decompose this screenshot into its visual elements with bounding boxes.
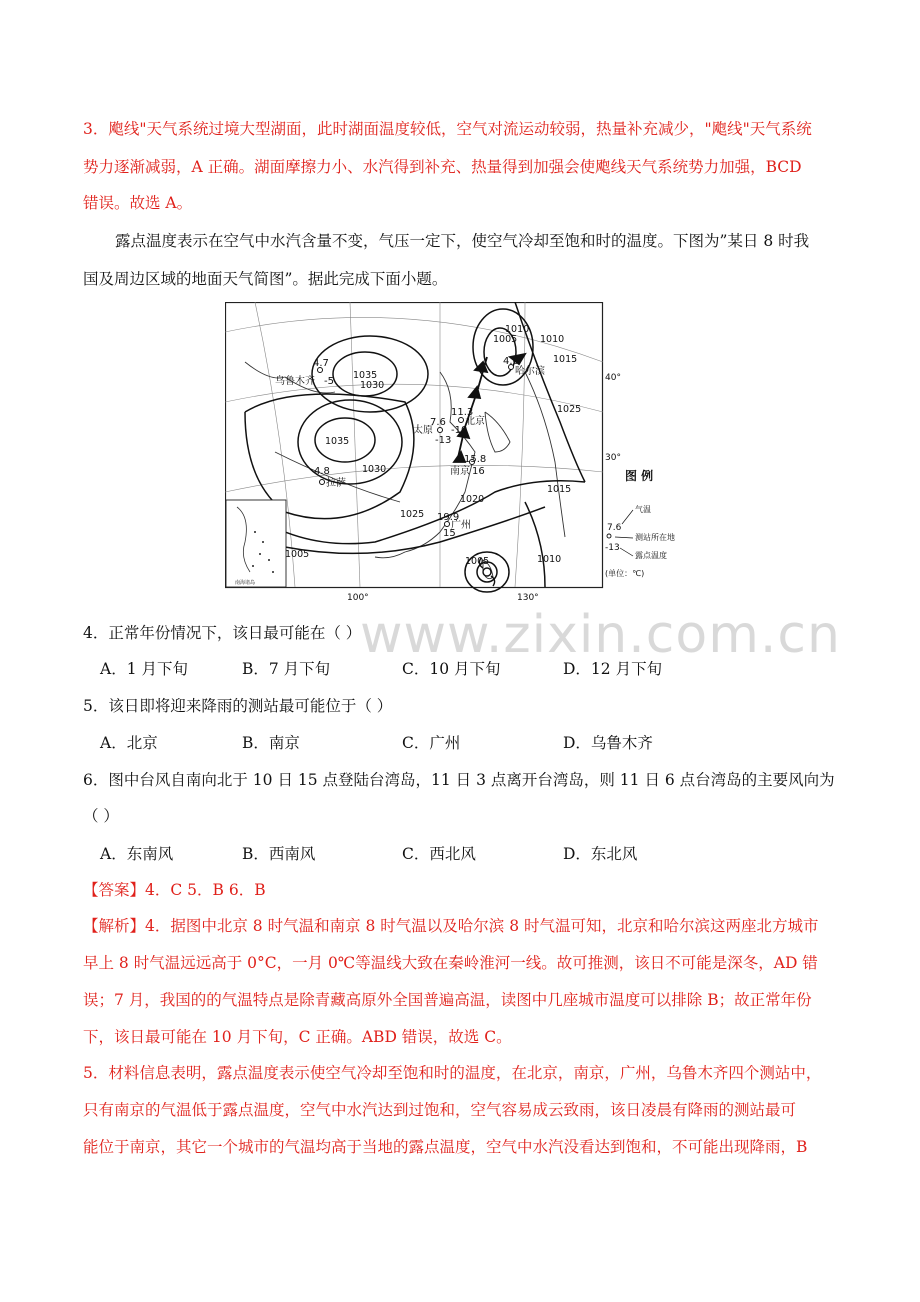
harbin-label: 哈尔滨 xyxy=(515,366,545,377)
isobar-1015: 1015 xyxy=(547,484,572,495)
q5-option-a: A．北京 xyxy=(100,734,158,752)
intro-line-1: 露点温度表示在空气中水汽含量不变，气压一定下，使空气冷却至饱和时的温度。下图为”某日 8 时我 xyxy=(115,232,810,250)
question-6-stem: 6．图中台风自南向北于 10 日 15 点登陆台湾岛，11 日 3 点离开台湾岛，则 11 日 6 点台湾岛的主要风向为 xyxy=(83,771,835,789)
question-4-stem: 4．正常年份情况下，该日最可能在（ ） xyxy=(83,624,362,642)
analysis-line-6: 只有南京的气温低于露点温度，空气中水汽达到过饱和，空气容易成云致雨，该日凌晨有降雨的测站最可 xyxy=(83,1101,797,1119)
beijing-dew: -10 xyxy=(451,425,468,436)
analysis-line-1: 【解析】4．据图中北京 8 时气温和南京 8 时气温以及哈尔滨 8 时气温可知，北京和哈尔滨这两座北方城市 xyxy=(83,917,819,935)
q4-option-a: A．1 月下旬 xyxy=(100,660,188,678)
legend-station-marker xyxy=(607,534,611,538)
analysis-line-7: 能位于南京，其它一个城市的气温均高于当地的露点温度，空气中水汽没看达到饱和，不可能出现降雨，B xyxy=(83,1138,808,1156)
lhasa-temp: 4.8 xyxy=(314,466,330,477)
explanation-3-line-1: 3．飑线"天气系统过境大型湖面，此时湖面温度较低，空气对流运动较弱，热量补充减少，"飑线"天气系统 xyxy=(83,120,812,138)
longitude-130-label: 130° xyxy=(517,593,539,603)
guangzhou-temp: 19.9 xyxy=(437,512,460,523)
urumqi-temp: 4.7 xyxy=(313,358,329,369)
isobar-1010-southeast: 1010 xyxy=(537,554,562,565)
q6-option-c: C．西北风 xyxy=(402,845,476,863)
analysis-line-5: 5．材料信息表明，露点温度表示使空气冷却至饱和时的温度，在北京，南京，广州，乌鲁木齐四个测站中， xyxy=(83,1064,822,1082)
nanjing-label: 南京 xyxy=(450,466,470,477)
legend-title: 图 例 xyxy=(625,469,654,483)
isobar-1005-west: 1005 xyxy=(285,549,310,560)
analysis-line-2: 早上 8 时气温远远高于 0°C，一月 0℃等温线大致在秦岭淮河一线。故可推测，该日不可能是深冬，AD 错 xyxy=(83,954,818,972)
latitude-40-label: 40° xyxy=(605,373,621,383)
legend-temp-value: 7.6 xyxy=(607,523,622,533)
south-china-sea-inset xyxy=(226,500,286,587)
beijing-label: 北京 xyxy=(465,416,485,427)
legend-dew-label: 露点温度 xyxy=(635,551,667,560)
urumqi-label: 乌鲁木齐 xyxy=(275,376,315,387)
taiyuan-temp: 7.6 xyxy=(430,417,446,428)
urumqi-dew: -5 xyxy=(324,376,334,387)
analysis-line-3: 误；7 月，我国的的气温特点是除青藏高原外全国普遍高温，读图中几座城市温度可以排除 B；故正常年份 xyxy=(83,991,812,1009)
taiyuan-dew: -13 xyxy=(435,435,452,446)
harbin-temp: 4.6 xyxy=(503,356,519,367)
isobar-1020: 1020 xyxy=(460,494,485,505)
nanjing-temp: 15.8 xyxy=(464,454,487,465)
q6-option-b: B．西南风 xyxy=(242,845,316,863)
isobar-1035-south: 1035 xyxy=(325,436,350,447)
q4-option-d: D．12 月下旬 xyxy=(563,660,663,678)
latitude-30-label: 30° xyxy=(605,453,621,463)
longitude-100-label: 100° xyxy=(347,593,369,603)
isobar-1005-typhoon: 1005 xyxy=(465,556,490,567)
legend-dew-value: -13 xyxy=(605,543,620,553)
beijing-temp: 11.3 xyxy=(451,407,474,418)
legend-unit: (单位：℃) xyxy=(605,569,645,578)
q6-option-a: A．东南风 xyxy=(100,845,174,863)
answer-line: 【答案】4．C 5．B 6．B xyxy=(83,881,266,899)
map-legend xyxy=(605,468,675,578)
isobar-1035-north: 1035 xyxy=(353,370,378,381)
isobar-1010: 1010 xyxy=(505,324,530,335)
watermark: www.zixin.com.cn xyxy=(360,605,841,665)
q5-option-b: B．南京 xyxy=(242,734,300,752)
analysis-line-4: 下，该日最可能在 10 月下旬，C 正确。ABD 错误，故选 C。 xyxy=(83,1028,512,1046)
isobar-1015-east: 1015 xyxy=(553,354,578,365)
isobar-1030-south: 1030 xyxy=(362,464,387,475)
q5-option-d: D．乌鲁木齐 xyxy=(563,734,653,752)
question-6-stem-continued: （ ） xyxy=(83,807,119,825)
isobar-1005: 1005 xyxy=(493,334,518,345)
weather-map xyxy=(225,302,703,604)
isobar-1025-east: 1025 xyxy=(557,404,582,415)
explanation-3-line-3: 错误。故选 A。 xyxy=(83,194,193,212)
nanjing-dew: 16 xyxy=(472,466,485,477)
isobar-1025: 1025 xyxy=(400,509,425,520)
guangzhou-label: 广州 xyxy=(451,520,471,531)
intro-line-2: 国及周边区域的地面天气简图”。据此完成下面小题。 xyxy=(83,270,448,288)
legend-station-label: 测站所在地 xyxy=(635,533,675,542)
q6-option-d: D．东北风 xyxy=(563,845,638,863)
taiyuan-label: 太原 xyxy=(413,425,433,436)
lhasa-label: 拉萨 xyxy=(326,478,346,489)
q4-option-c: C．10 月下旬 xyxy=(402,660,501,678)
explanation-3-line-2: 势力逐渐减弱，A 正确。湖面摩擦力小、水汽得到补充、热量得到加强会使飑线天气系统势力加强，BCD xyxy=(83,158,802,176)
inset-label: 南海诸岛 xyxy=(235,580,256,586)
question-5-stem: 5．该日即将迎来降雨的测站最可能位于（ ） xyxy=(83,697,393,715)
q5-option-c: C．广州 xyxy=(402,734,461,752)
legend-temp-label: 气温 xyxy=(635,505,651,514)
isobar-1030-north: 1030 xyxy=(360,380,385,391)
isobar-1010-east: 1010 xyxy=(540,334,565,345)
guangzhou-dew: 15 xyxy=(443,528,456,539)
q4-option-b: B．7 月下旬 xyxy=(242,660,331,678)
